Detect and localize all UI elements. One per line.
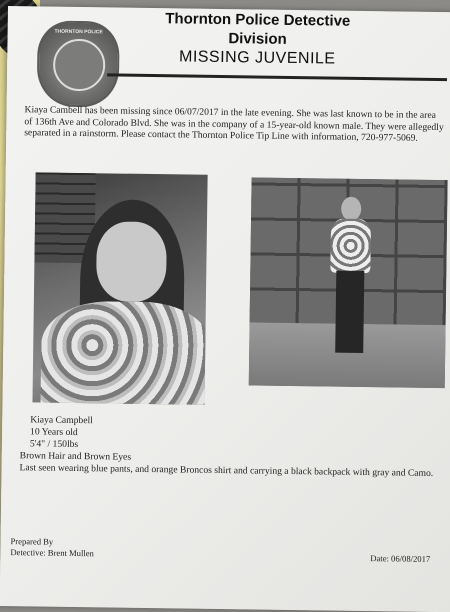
flyer-heading: MISSING JUVENILE bbox=[178, 48, 336, 68]
police-badge-icon bbox=[37, 20, 120, 107]
missing-juvenile-flyer bbox=[0, 6, 450, 612]
prepared-by-block bbox=[10, 536, 94, 559]
full-body-photo bbox=[249, 177, 448, 388]
age-line: 10 Years old bbox=[29, 426, 78, 439]
height-weight-line: 5'4" / 150lbs bbox=[29, 438, 79, 451]
legs bbox=[335, 271, 364, 353]
closeup-photo bbox=[32, 172, 207, 404]
head bbox=[341, 197, 361, 221]
hair-eyes-line: Brown Hair and Brown Eyes bbox=[19, 450, 132, 463]
description-block bbox=[19, 414, 450, 480]
face bbox=[96, 221, 167, 302]
header-rule bbox=[107, 73, 447, 81]
badge-text: THORNTON POLICE bbox=[54, 28, 103, 36]
summary-paragraph: Kiaya Cambell has been missing since 06/07/2017 in the late evening. She was last known to be in the area of 136th Ave and Colorado Blvd. She was in the company of a 15-year-old known male. They were allegedly separated in a rainstorm. Please contact the Thornton Police Tip Line with information, 720-977-5069. bbox=[24, 104, 444, 144]
badge-seal bbox=[53, 39, 106, 92]
last-seen-line: Last seen wearing blue pants, and orange Broncos shirt and carrying a black backpack with gray and Camo. bbox=[19, 462, 434, 479]
person-figure bbox=[327, 197, 373, 358]
name-line: Kiaya Campbell bbox=[30, 414, 93, 427]
prepared-by-label: Prepared By bbox=[10, 536, 54, 547]
tie-dye-shirt bbox=[40, 301, 207, 405]
torso bbox=[330, 219, 371, 274]
detective-name: Detective: Brent Mullen bbox=[10, 547, 94, 559]
flyer-date: Date: 06/08/2017 bbox=[370, 553, 431, 564]
header-title: Thornton Police Detective bbox=[165, 10, 351, 30]
header-subtitle: Division bbox=[228, 30, 287, 48]
